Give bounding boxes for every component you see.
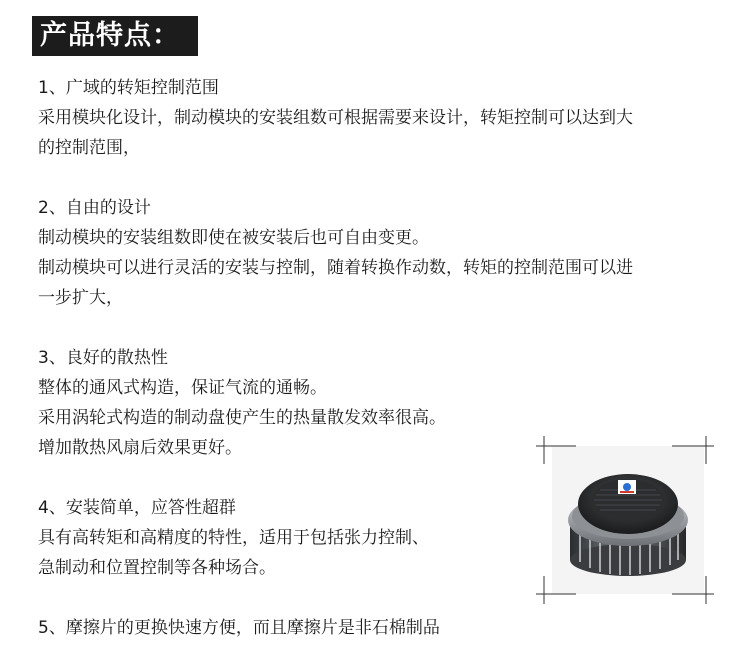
feature-4-title: 4、安装简单，应答性超群 [38,498,236,518]
feature-3-line-2: 采用涡轮式构造的制动盘使产生的热量散发效率很高。 [38,408,446,428]
feature-5-title: 5、摩擦片的更换快速方便，而且摩擦片是非石棉制品 [38,618,440,638]
feature-4-line-2: 急制动和位置控制等各种场合。 [38,558,276,578]
feature-3-line-3: 增加散热风扇后效果更好。 [38,438,242,458]
feature-2-line-1: 制动模块的安装组数即使在被安装后也可自由变更。 [38,228,429,248]
product-image [532,434,716,606]
feature-3-line-1: 整体的通风式构造，保证气流的通畅。 [38,378,327,398]
feature-1-title: 1、广域的转矩控制范围 [38,78,219,98]
section-heading: 产品特点： [32,16,198,56]
feature-4-line-1: 具有高转矩和高精度的特性，适用于包括张力控制、 [38,528,429,548]
feature-3-title: 3、良好的散热性 [38,348,168,368]
feature-1-line-1: 采用模块化设计，制动模块的安装组数可根据需要来设计，转矩控制可以达到大 [38,108,633,128]
feature-1-line-2: 的控制范围， [38,138,140,158]
feature-2-line-2: 制动模块可以进行灵活的安装与控制，随着转换作动数，转矩的控制范围可以进 [38,258,633,278]
feature-2-line-3: 一步扩大， [38,288,123,308]
feature-2-title: 2、自由的设计 [38,198,151,218]
